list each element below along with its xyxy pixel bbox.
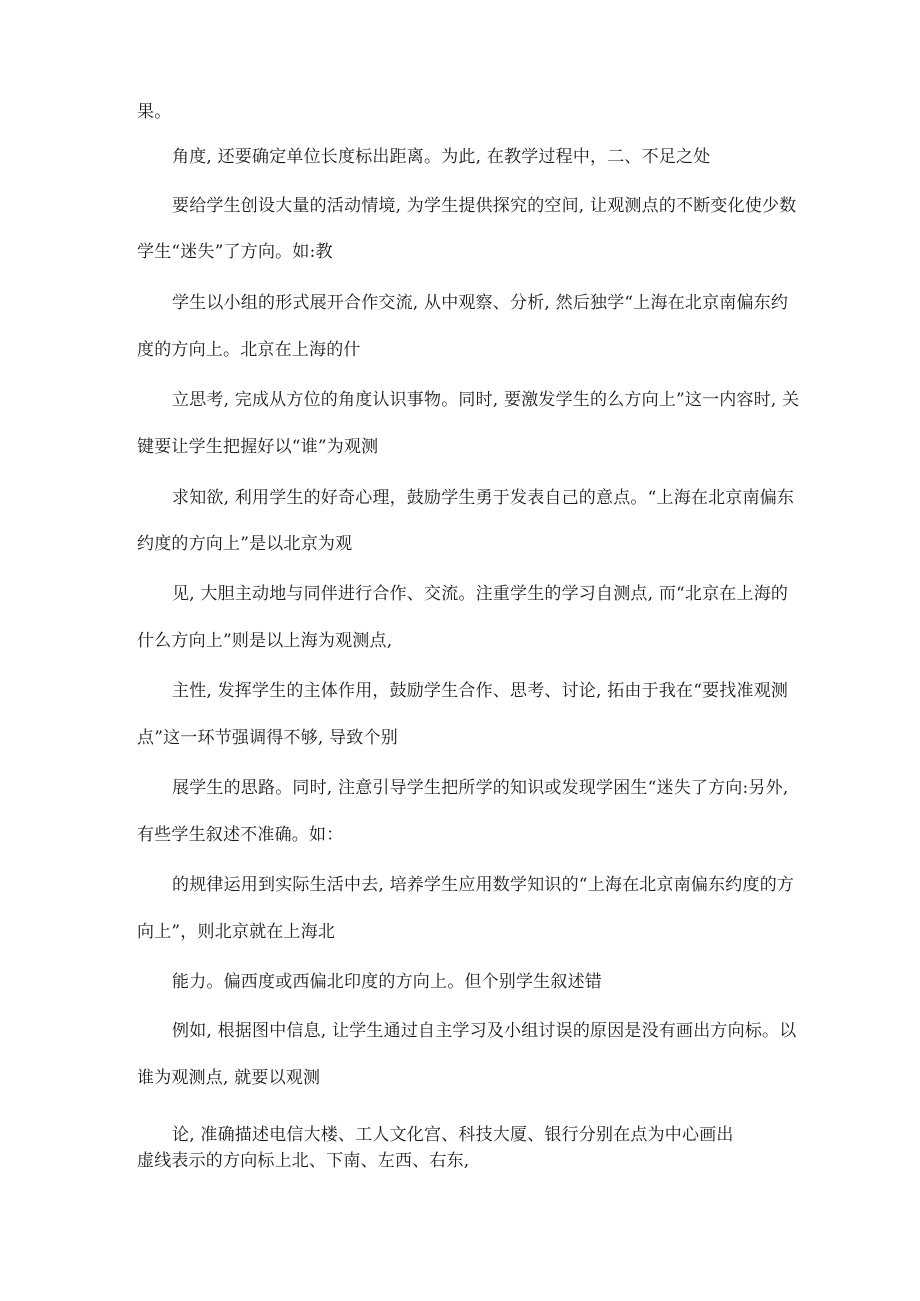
text-line: 虚线表示的方向标上北、下南、左西、右东, — [137, 1151, 470, 1171]
text-line: 有些学生叙述不准确。如： — [137, 825, 344, 845]
text-line: 学生“迷失”了方向。如:教 — [137, 242, 333, 262]
text-line: 度的方向上。北京在上海的什 — [137, 340, 361, 360]
text-line: 的规律运用到实际生活中去, 培养学生应用数学知识的“上海在北京南偏东约度的方 — [172, 875, 795, 895]
text-line: 键要让学生把握好以“谁”为观测 — [137, 437, 379, 457]
text-line: 主性, 发挥学生的主体作用，鼓励学生合作、思考、讨论, 拓由于我在“要找准观测 — [172, 681, 789, 701]
text-line: 能力。偏西度或西偏北印度的方向上。但个别学生叙述错 — [172, 972, 602, 992]
text-line: 什么方向上”则是以上海为观测点, — [137, 631, 393, 651]
text-line: 向上”，则北京就在上海北 — [137, 922, 336, 942]
text-line: 点”这一环节强调得不够, 导致个别 — [137, 728, 398, 748]
text-line: 见, 大胆主动地与同伴进行合作、交流。注重学生的学习自测点, 而“北京在上海的 — [172, 584, 789, 604]
text-line: 求知欲, 利用学生的好奇心理，鼓励学生勇于发表自己的意点。“上海在北京南偏东 — [172, 488, 795, 508]
text-line: 角度, 还要确定单位长度标出距离。为此, 在教学过程中，二、不足之处 — [172, 147, 711, 167]
text-line: 论, 准确描述电信大楼、工人文化宫、科技大厦、银行分别在点为中心画出 — [172, 1125, 734, 1145]
text-line: 展学生的思路。同时, 注意引导学生把所学的知识或发现学困生“迷失了方向:另外, — [172, 778, 789, 798]
text-line: 果。 — [137, 102, 172, 122]
text-line: 学生以小组的形式展开合作交流, 从中观察、分析, 然后独学“上海在北京南偏东约 — [172, 293, 789, 313]
text-line: 谁为观测点, 就要以观测 — [137, 1068, 321, 1088]
text-line: 立思考, 完成从方位的角度认识事物。同时, 要激发学生的么方向上”这一内容时, 关 — [172, 390, 800, 410]
text-line: 例如, 根据图中信息, 让学生通过自主学习及小组讨误的原因是没有画出方向标。以 — [172, 1021, 797, 1041]
text-line: 约度的方向上”是以北京为观 — [137, 534, 353, 554]
text-line: 要给学生创设大量的活动情境, 为学生提供探究的空间, 让观测点的不断变化使少数 — [172, 196, 797, 216]
